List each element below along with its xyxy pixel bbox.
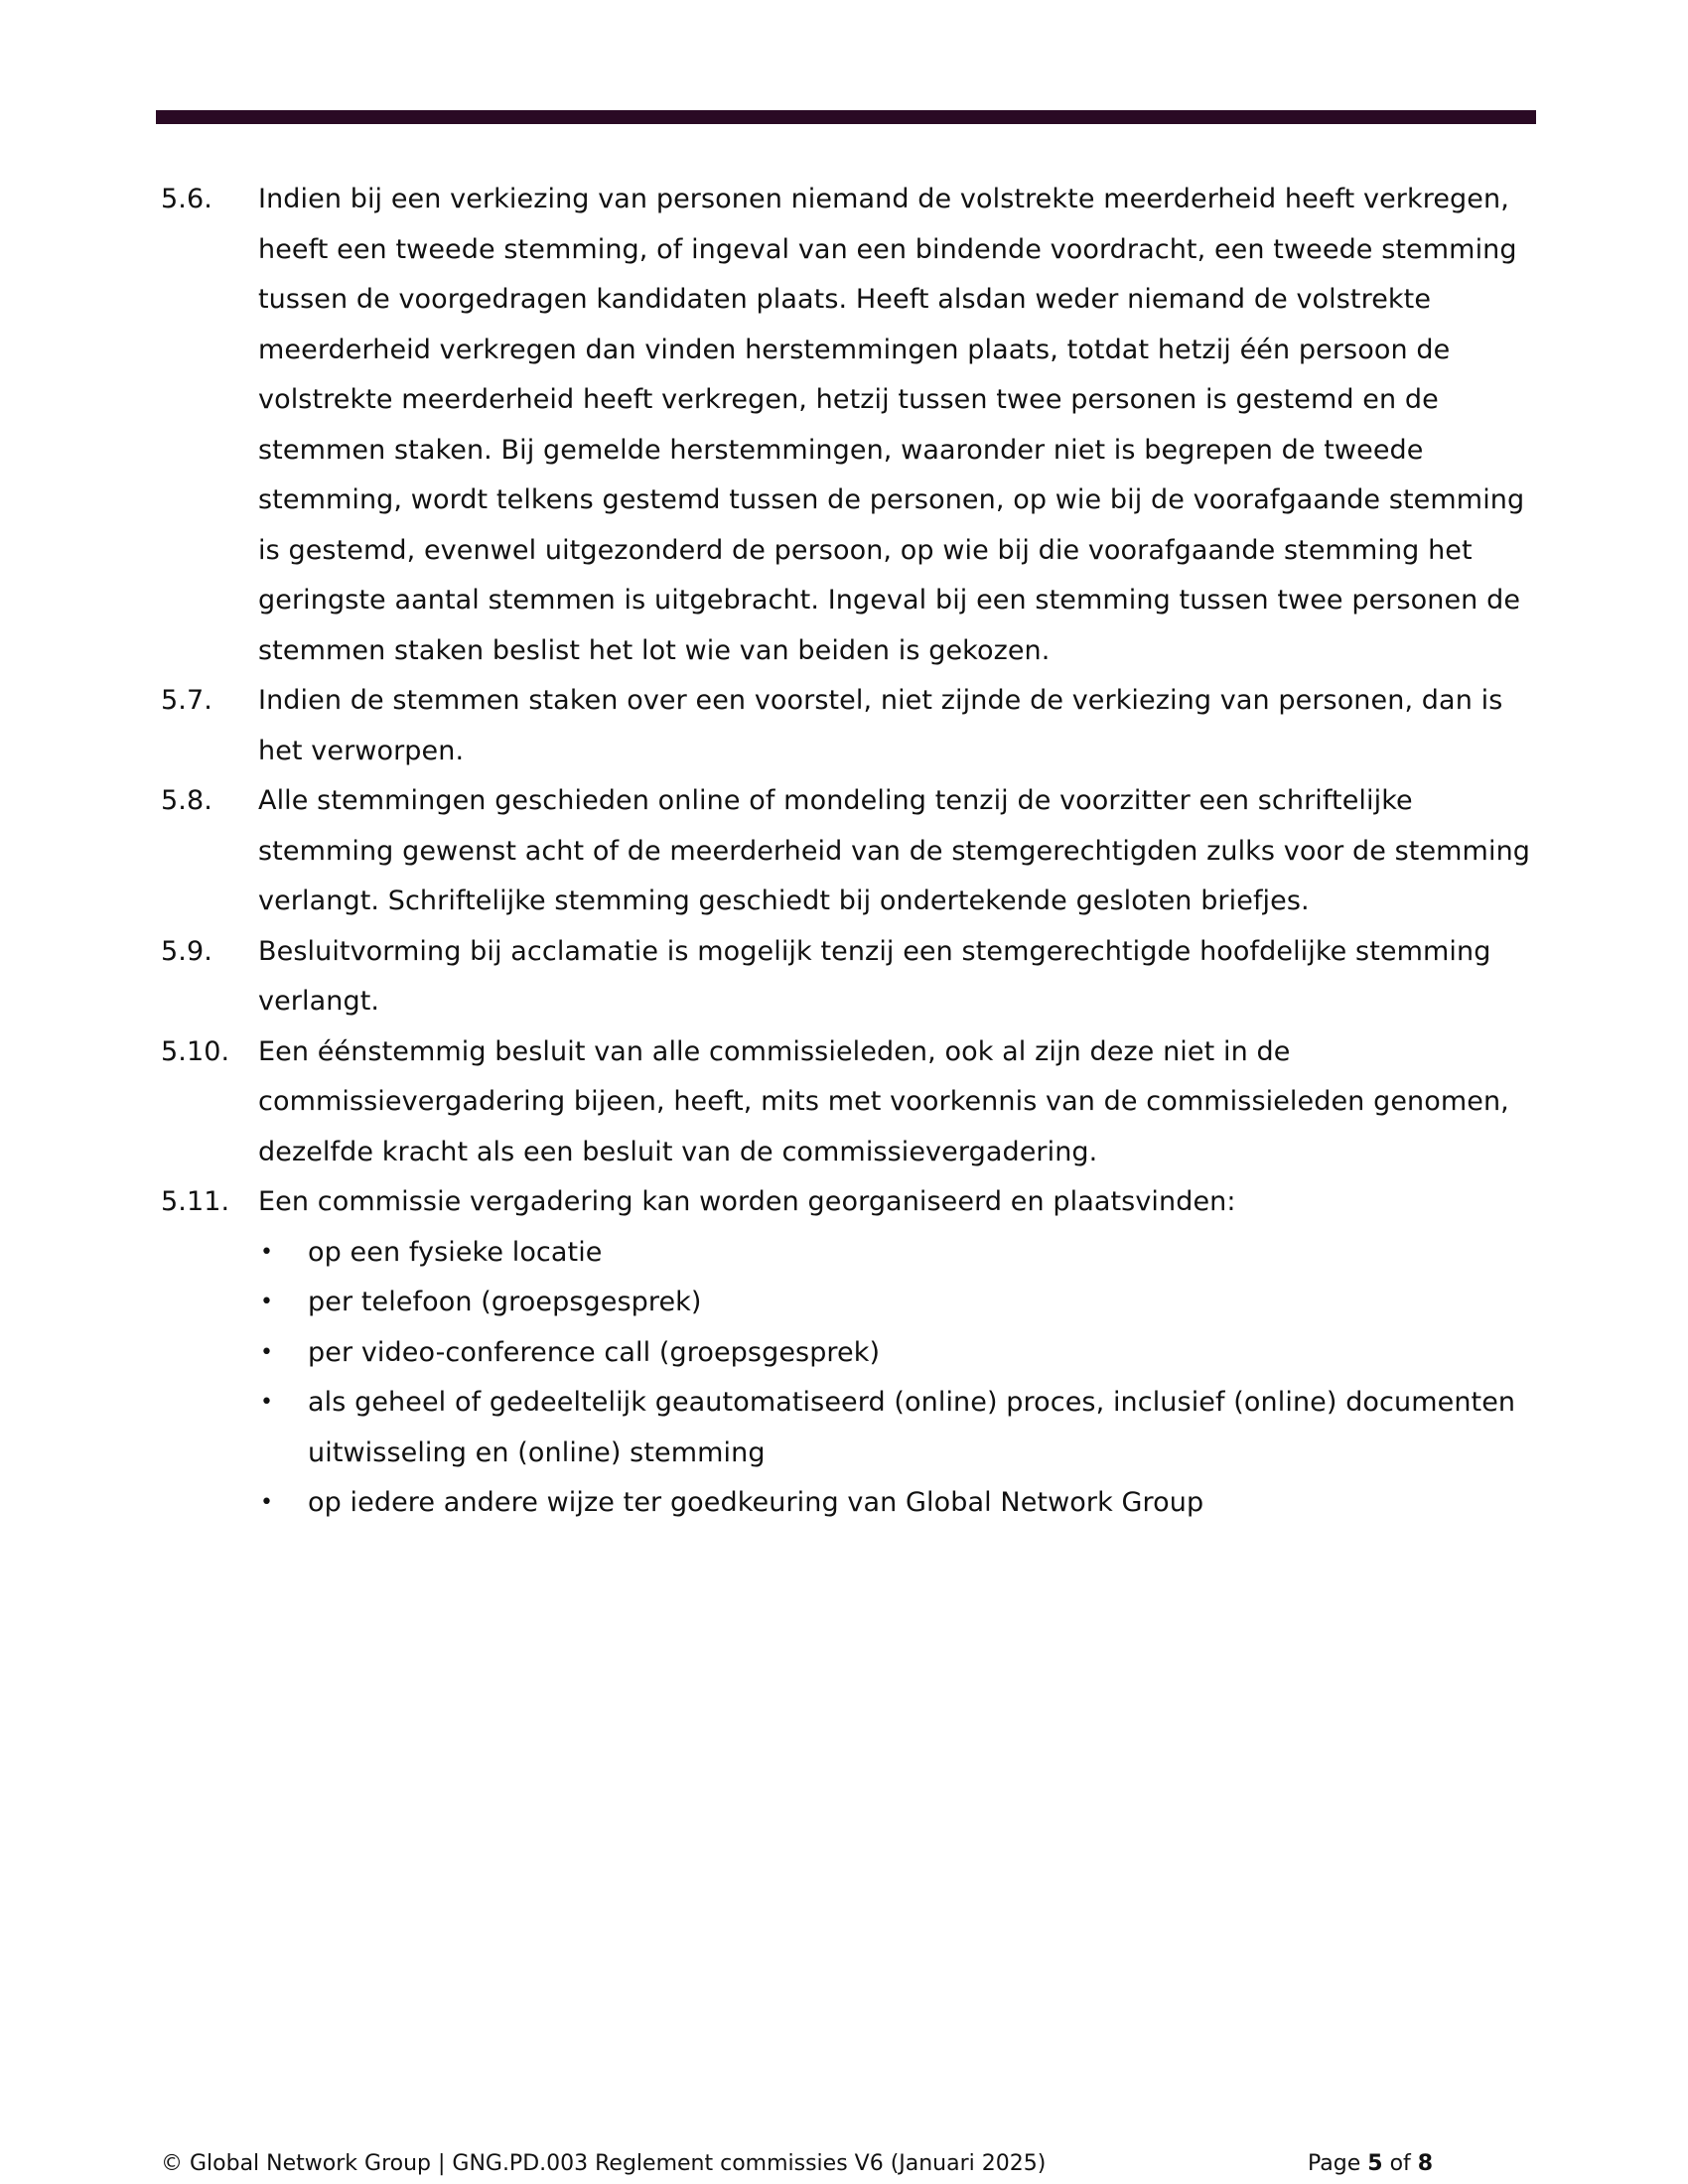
section-5-8 <box>161 776 1541 927</box>
page-current: 5 <box>1367 2151 1383 2176</box>
section-text: Indien de stemmen staken over een voorstel, niet zijnde de verkiezing van personen, dan is het verworpen. <box>258 685 1503 766</box>
section-text: Een éénstemmig besluit van alle commissieleden, ook al zijn deze niet in de commissievergadering bijeen, heeft, mits met voorkennis van de commissieleden genomen, dezelfde kracht als een besluit van de commissievergadering. <box>258 1035 1509 1167</box>
section-number: 5.8. <box>161 785 212 816</box>
section-text: Indien bij een verkiezing van personen niemand de volstrekte meerderheid heeft verkregen, heeft een tweede stemming, of ingeval van een bindende voordracht, een tweede stemming tussen de voorgedragen kandidaten plaats. Heeft alsdan weder niemand de volstrekte meerderheid verkregen dan vinden herstemmingen plaats, totdat hetzij één persoon de volstrekte meerderheid heeft verkregen, hetzij tussen twee personen is gestemd en de stemmen staken. Bij gemelde herstemmingen, waaronder niet is begrepen de tweede stemming, wordt telkens gestemd tussen de personen, op wie bij de voorafgaande stemming is gestemd, evenwel uitgezonderd de persoon, op wie bij die voorafgaande stemming het geringste aantal stemmen is uitgebracht. Ingeval bij een stemming tussen twee personen de stemmen staken beslist het lot wie van beiden is gekozen. <box>258 184 1525 666</box>
page-number <box>1308 2149 1433 2179</box>
list-item-text: als geheel of gedeeltelijk geautomatiseerd (online) proces, inclusief (online) documenten uitwisseling en (online) stemming <box>308 1387 1516 1468</box>
section-text: Een commissie vergadering kan worden georganiseerd en plaatsvinden: <box>258 1186 1236 1217</box>
list-item <box>258 1228 1541 1279</box>
section-5-7 <box>161 676 1541 776</box>
list-item-text: op een fysieke locatie <box>308 1236 603 1268</box>
page-of: of <box>1389 2151 1411 2176</box>
footer-copyright: © Global Network Group | GNG.PD.003 Reglement commissies V6 (Januari 2025) <box>161 2151 1047 2176</box>
list-item <box>258 1278 1541 1328</box>
section-5-11 <box>161 1177 1541 1529</box>
section-text: Alle stemmingen geschieden online of mondeling tenzij de voorzitter een schriftelijke stemming gewenst acht of de meerderheid van de stemgerechtigden zulks voor de stemming verlangt. Schriftelijke stemming geschiedt bij ondertekende gesloten briefjes. <box>258 785 1531 916</box>
header-rule <box>156 110 1536 124</box>
bullet-icon: • <box>260 1490 274 1515</box>
meeting-format-list <box>258 1228 1541 1529</box>
section-number: 5.9. <box>161 935 212 967</box>
list-item-text: per video-conference call (groepsgesprek) <box>308 1336 881 1368</box>
page-label: Page <box>1308 2151 1361 2176</box>
section-number: 5.10. <box>161 1035 230 1067</box>
section-5-9 <box>161 927 1541 1027</box>
document-body <box>161 175 1541 1529</box>
bullet-icon: • <box>260 1239 274 1265</box>
list-item-text: per telefoon (groepsgesprek) <box>308 1287 702 1317</box>
section-5-10 <box>161 1027 1541 1178</box>
list-item-text: op iedere andere wijze ter goedkeuring van Global Network Group <box>308 1487 1204 1518</box>
list-item <box>258 1378 1541 1478</box>
bullet-icon: • <box>260 1290 274 1314</box>
bullet-icon: • <box>260 1339 274 1365</box>
section-number: 5.6. <box>161 184 212 214</box>
section-text: Besluitvorming bij acclamatie is mogelijk tenzij een stemgerechtigde hoofdelijke stemming verlangt. <box>258 935 1491 1017</box>
bullet-icon: • <box>260 1390 274 1415</box>
list-item <box>258 1328 1541 1379</box>
section-number: 5.11. <box>161 1186 230 1217</box>
section-5-6 <box>161 175 1541 676</box>
list-item <box>258 1478 1541 1529</box>
page-total: 8 <box>1417 2151 1434 2176</box>
section-number: 5.7. <box>161 685 212 716</box>
